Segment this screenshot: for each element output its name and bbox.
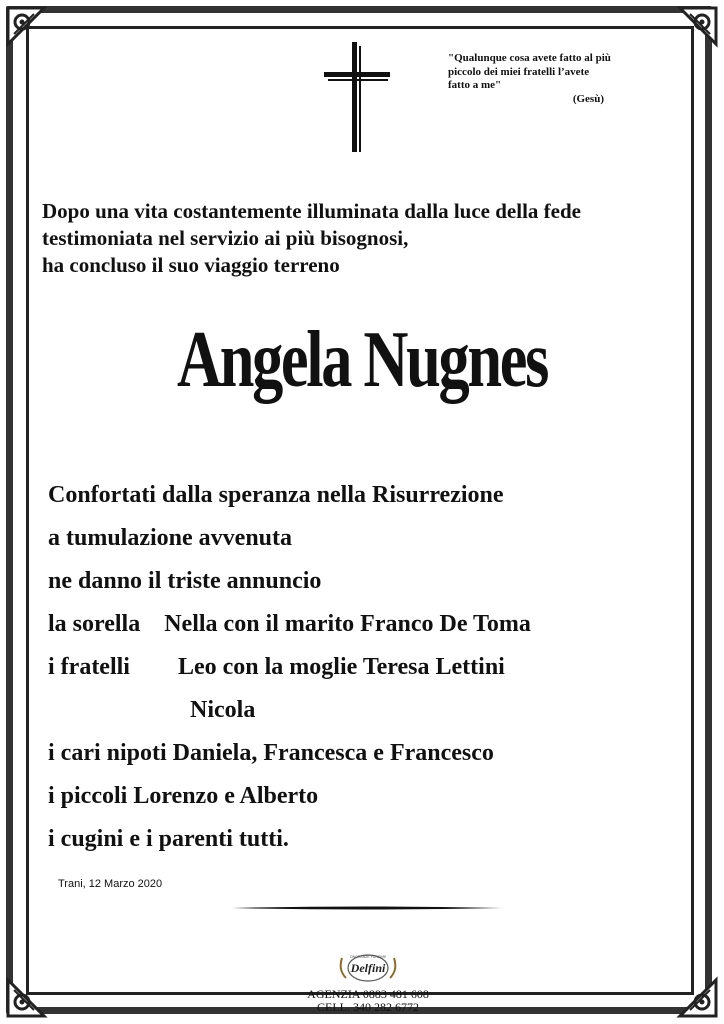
- intro-line: ha concluso il suo viaggio terreno: [42, 253, 340, 277]
- little-ones-line: i piccoli Lorenzo e Alberto: [48, 783, 319, 809]
- agency-contacts: [298, 988, 438, 1014]
- announcement-line: Confortati dalla speranza nella Risurrezione: [48, 482, 504, 508]
- corner-ornament-icon: [660, 960, 720, 1020]
- quote-line: fatto a me": [448, 79, 502, 91]
- announcement-text: [48, 474, 531, 861]
- intro-line: testimoniata nel servizio ai più bisognosi,: [42, 226, 409, 250]
- sister-names: Nella con il marito Franco De Toma: [164, 611, 531, 637]
- sister-label: la sorella: [48, 611, 141, 637]
- quote-author: (Gesù): [572, 92, 604, 105]
- brothers-line: [48, 646, 531, 689]
- scripture-quote: [448, 52, 648, 106]
- nephews-line: i cari nipoti Daniela, Francesca e Francesco: [48, 740, 494, 766]
- logo-small-text: ONORANZE FUNEBRI: [349, 955, 387, 959]
- brothers-label: i fratelli: [48, 654, 130, 680]
- agency-cell: CELL. 340 282 6772: [317, 1000, 419, 1014]
- deceased-name: Angela Nugnes: [176, 316, 548, 404]
- laurel-logo-icon: [328, 948, 408, 986]
- corner-ornament-icon: [4, 4, 64, 64]
- intro-line: Dopo una vita costantemente illuminata dalla luce della fede: [42, 199, 581, 223]
- quote-line: "Qualunque cosa avete fatto al più: [448, 52, 611, 64]
- corner-ornament-icon: [4, 960, 64, 1020]
- logo-text: Delfini: [350, 961, 386, 975]
- divider-rule: [232, 906, 502, 910]
- cousins-line: i cugini e i parenti tutti.: [48, 826, 289, 852]
- agency-phone: AGENZIA 0883 481 608: [307, 987, 429, 1001]
- quote-line: piccolo dei miei fratelli l’avete: [448, 65, 590, 78]
- intro-text: [42, 198, 702, 279]
- announcement-line: ne danno il triste annuncio: [48, 568, 322, 594]
- announcement-line: a tumulazione avvenuta: [48, 525, 293, 551]
- brothers-names-second: Nicola: [190, 697, 256, 723]
- cross-icon: [324, 42, 390, 154]
- corner-ornament-icon: [660, 4, 720, 64]
- place-date: Trani, 12 Marzo 2020: [58, 878, 163, 890]
- brothers-names: Leo con la moglie Teresa Lettini: [177, 654, 505, 680]
- sister-line: [48, 603, 531, 646]
